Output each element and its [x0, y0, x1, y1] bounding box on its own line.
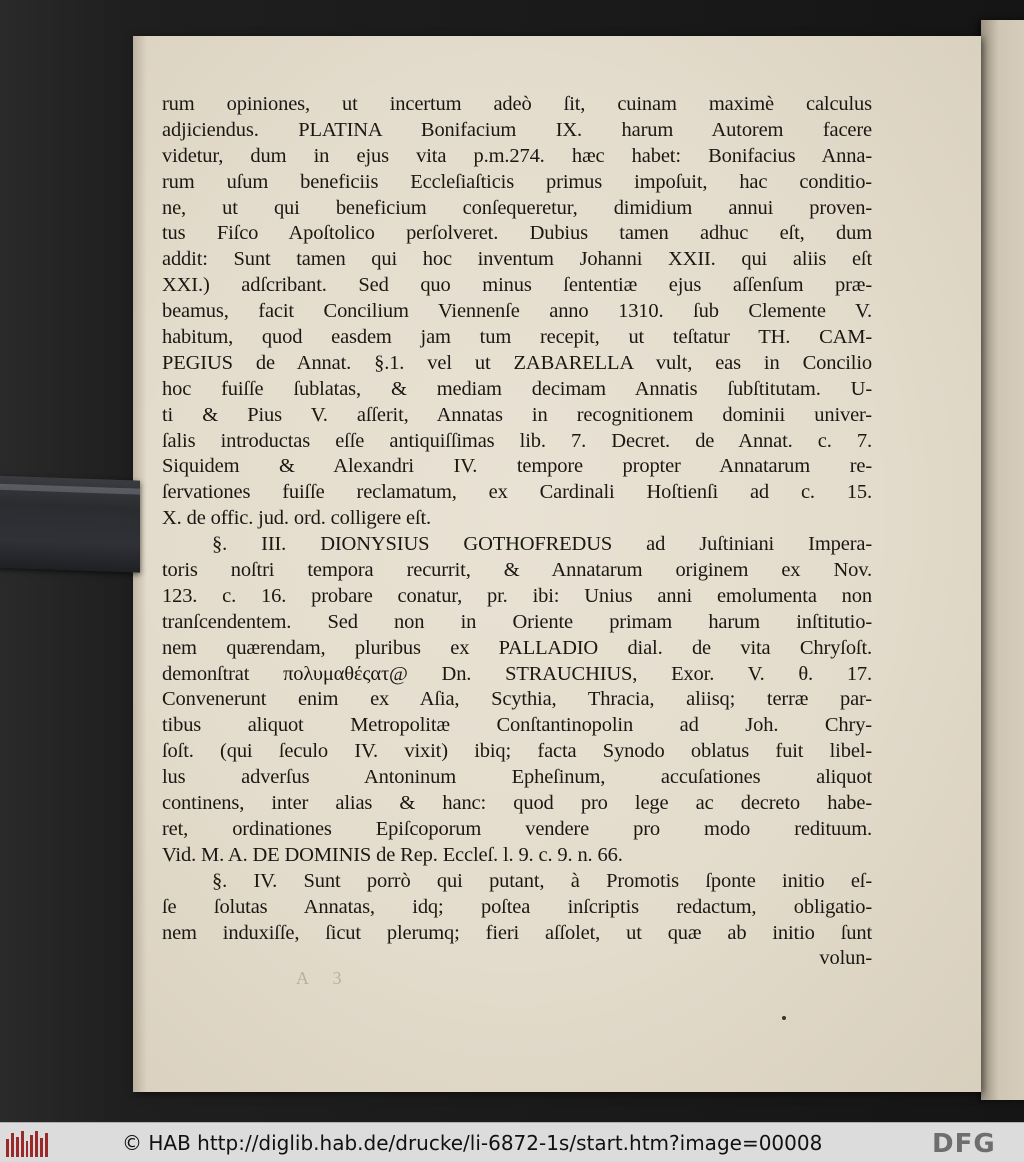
catchword: volun- — [819, 947, 872, 970]
hab-logo-icon[interactable] — [6, 1131, 48, 1157]
source-link[interactable]: © HAB http://diglib.hab.de/drucke/li-6872-1s/start.htm?image=00008 — [122, 1131, 823, 1155]
text-line: videtur, dum in ejus vita p.m.274. hæc habet: Bonifacius Anna- — [162, 144, 872, 167]
text-line: Convenerunt enim ex Aſia, Scythia, Thracia, aliisq; terræ par- — [162, 688, 872, 711]
text-line: toris noſtri tempora recurrit, & Annatarum originem ex Nov. — [162, 559, 872, 582]
text-line: ſalis introductas eſſe antiquiſſimas lib. 7. Decret. de Annat. c. 7. — [162, 429, 872, 452]
text-line: ti & Pius V. aſſerit, Annatas in recognitionem dominii univer- — [162, 403, 872, 426]
text-line: hoc fuiſſe ſublatas, & mediam decimam Annatis ſubſtitutam. U- — [162, 377, 872, 400]
page-text — [162, 92, 872, 972]
text-line: XXI.) adſcribant. Sed quo minus ſententiæ ejus aſſenſum præ- — [162, 274, 872, 297]
text-line: habitum, quod easdem jam tum recepit, ut teſtatur TH. CAM- — [162, 326, 872, 349]
text-line: X. de offic. jud. ord. colligere eſt. — [162, 507, 432, 530]
text-line: ne, ut qui beneficium conſequeretur, dimidium annui proven- — [162, 196, 872, 219]
dfg-logo-icon[interactable]: DFG — [932, 1129, 996, 1159]
text-line: ſoſt. (qui ſeculo IV. vixit) ibiq; facta Synodo oblatus fuit libel- — [162, 740, 872, 763]
text-line: tus Fiſco Apoſtolico perſolveret. Dubius tamen adhuc eſt, dum — [162, 222, 872, 245]
text-line: tranſcendentem. Sed non in Oriente primam harum inſtitutio- — [162, 610, 872, 633]
text-line: nem quærendam, pluribus ex PALLADIO dial. de vita Chryſoſt. — [162, 636, 872, 659]
adjacent-page-edge — [981, 20, 1024, 1100]
text-line: Siquidem & Alexandri IV. tempore propter Annatarum re- — [162, 455, 872, 478]
text-line: rum uſum beneficiis Eccleſiaſticis primus impoſuit, hac conditio- — [162, 170, 872, 193]
text-line: ret, ordinationes Epiſcoporum vendere pro modo redituum. — [162, 817, 872, 840]
text-line: ſervationes fuiſſe reclamatum, ex Cardinali Hoſtienſi ad c. 15. — [162, 481, 872, 504]
text-line: demonſtrat πολυμαθέςατ@ Dn. STRAUCHIUS, Exor. V. θ. 17. — [162, 662, 872, 685]
footer-bar — [0, 1122, 1024, 1162]
text-line: continens, inter alias & hanc: quod pro lege ac decreto habe- — [162, 792, 872, 815]
section-heading-line: §. III. DIONYSIUS GOTHOFREDUS ad Juſtiniani Impera- — [212, 533, 872, 556]
text-line: PEGIUS de Annat. §.1. vel ut ZABARELLA vult, eas in Concilio — [162, 351, 872, 374]
text-line: nem induxiſſe, ſicut plerumq; fieri aſſolet, ut quæ ab initio ſunt — [162, 921, 872, 944]
text-line: Vid. M. A. DE DOMINIS de Rep. Eccleſ. l. 9. c. 9. n. 66. — [162, 843, 623, 866]
text-line: adjiciendus. PLATINA Bonifacium IX. harum Autorem facere — [162, 118, 872, 141]
section-heading-line: §. IV. Sunt porrò qui putant, à Promotis ſponte initio eſ- — [212, 869, 872, 892]
text-line: tibus aliquot Metropolitæ Conſtantinopolin ad Joh. Chry- — [162, 714, 872, 737]
text-line: ſe ſolutas Annatas, idq; poſtea inſcriptis redactum, obligatio- — [162, 895, 872, 918]
text-line: addit: Sunt tamen qui hoc inventum Johanni XXII. qui aliis eſt — [162, 248, 872, 271]
text-line: 123. c. 16. probare conatur, pr. ibi: Unius anni emolumenta non — [162, 584, 872, 607]
text-line: beamus, facit Concilium Viennenſe anno 1310. ſub Clemente V. — [162, 300, 872, 323]
text-line: lus adverſus Antoninum Epheſinum, accuſationes aliquot — [162, 766, 872, 789]
signature-mark: A 3 — [296, 968, 352, 988]
text-line: rum opiniones, ut incertum adeò ſit, cuinam maximè calculus — [162, 93, 872, 115]
ink-dot — [782, 1016, 786, 1020]
